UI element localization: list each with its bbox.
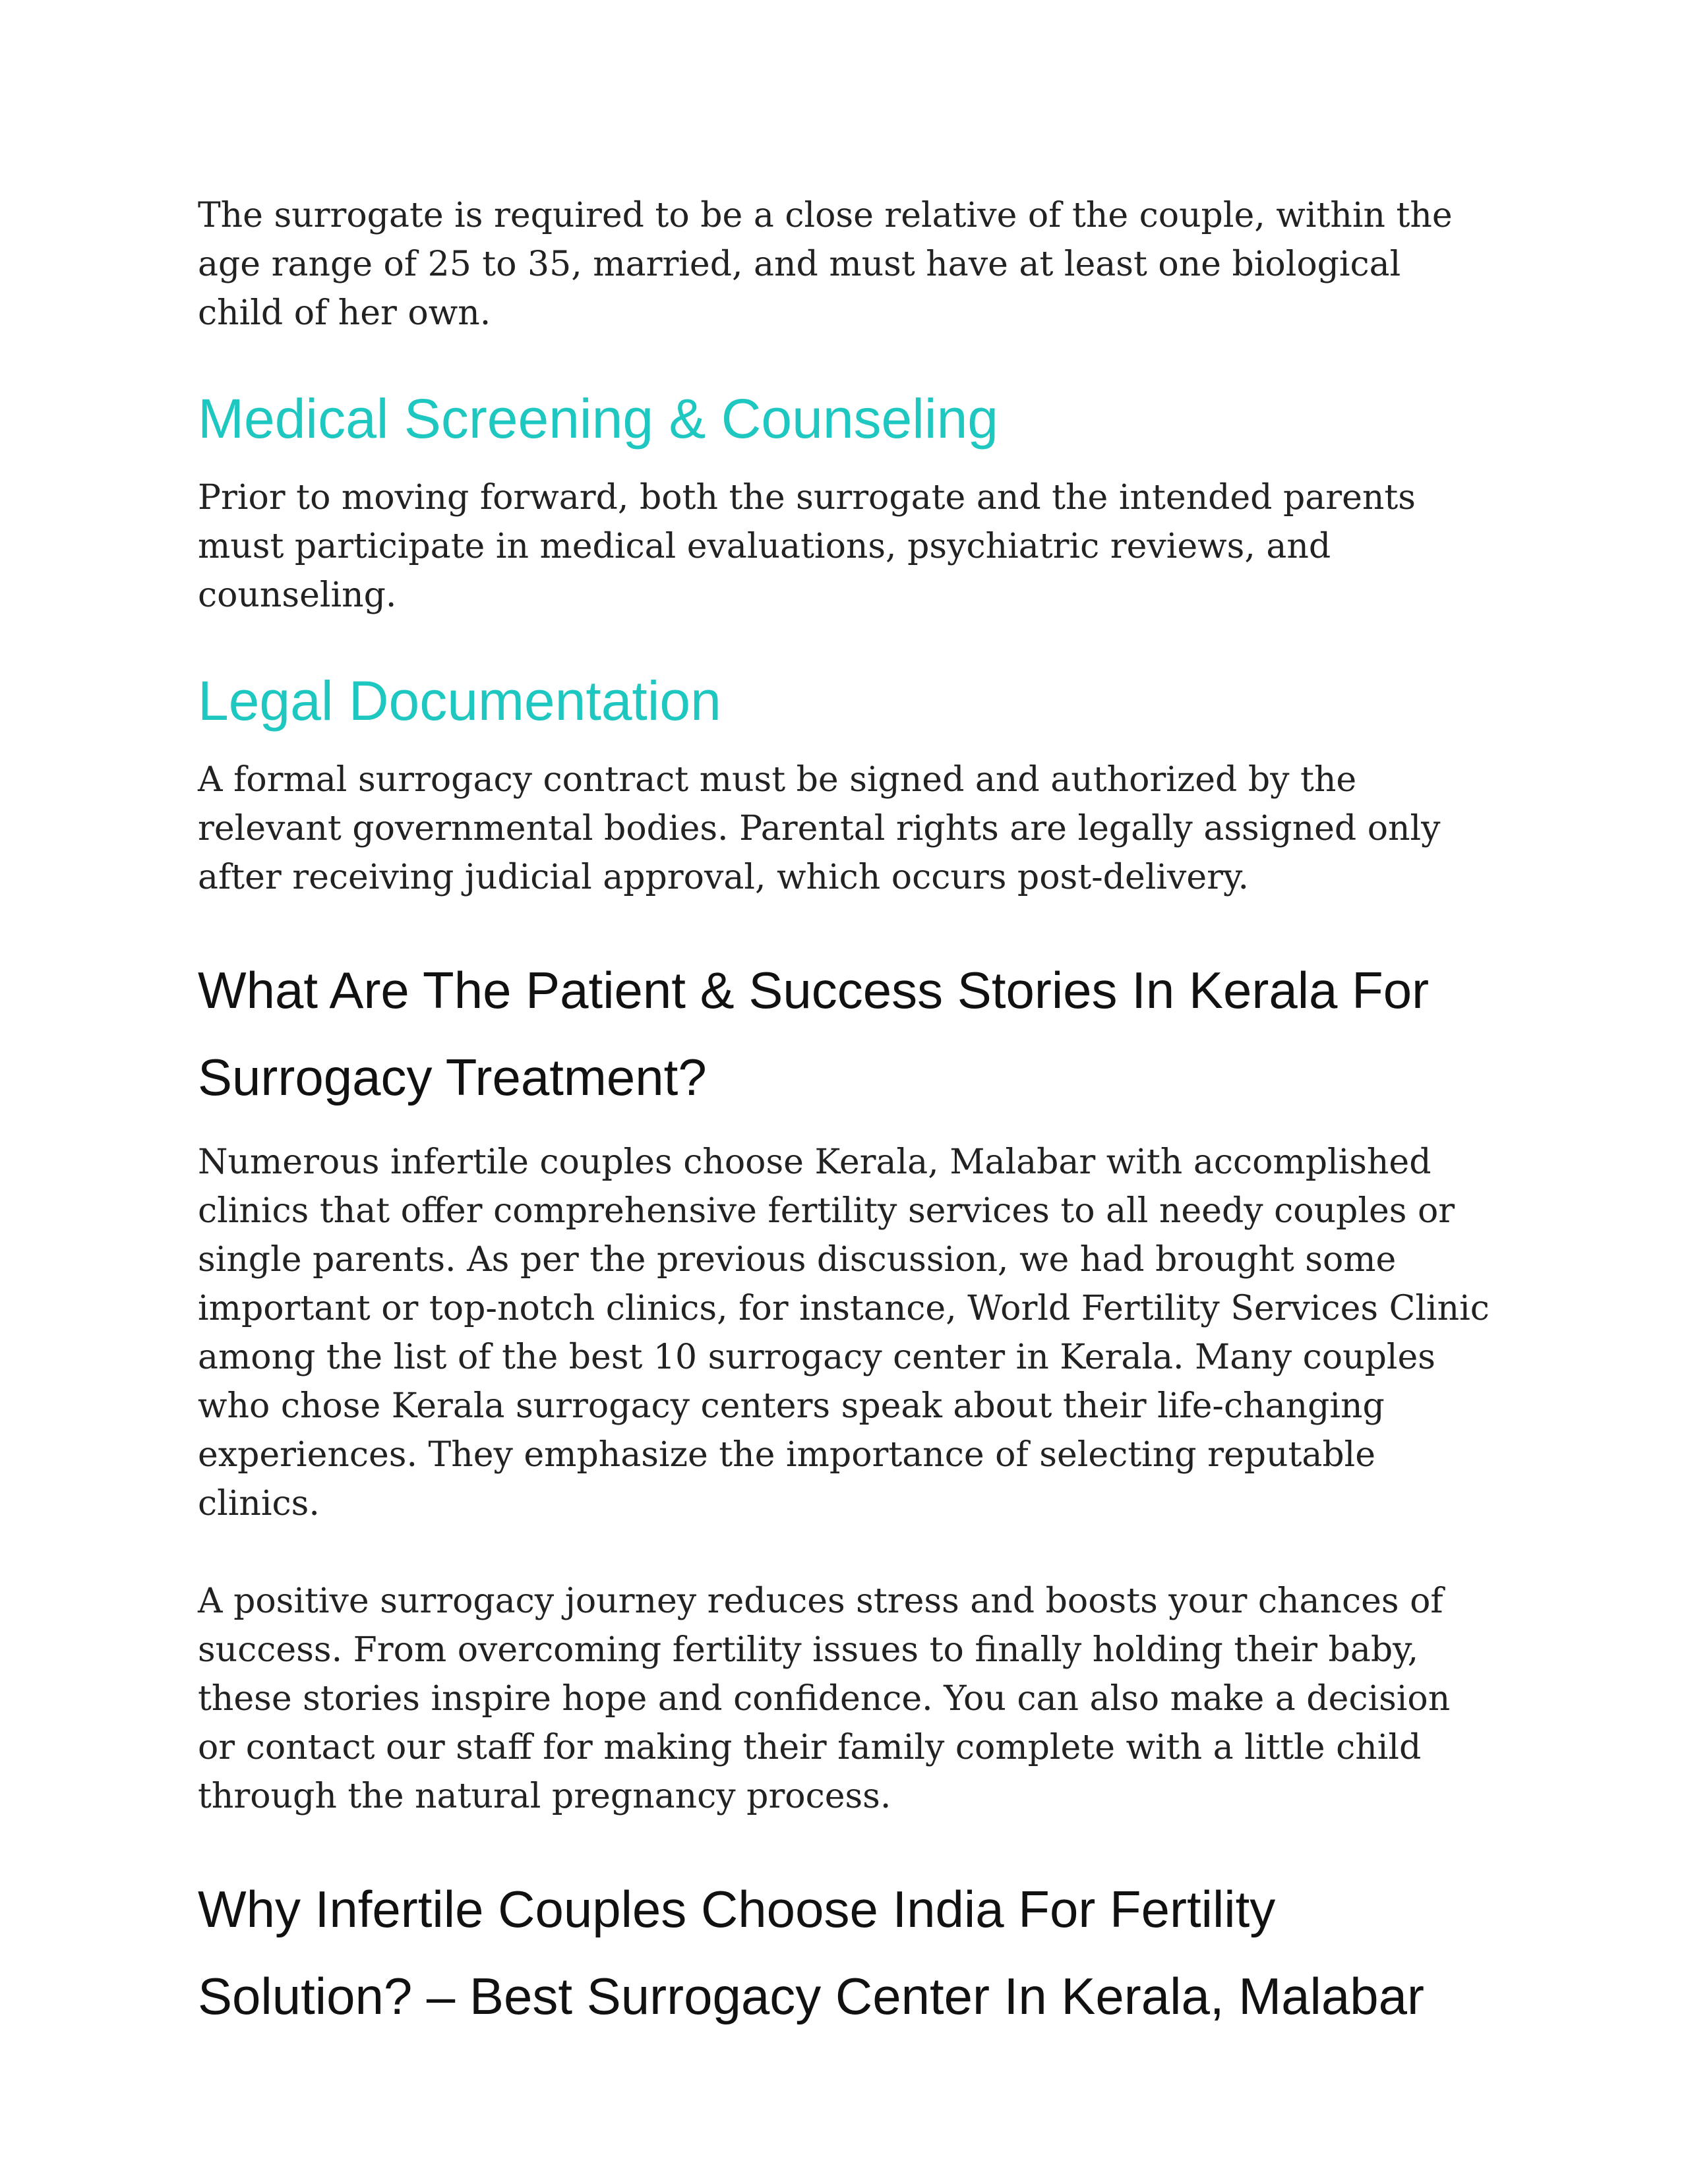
medical-screening-heading: Medical Screening & Counseling: [198, 388, 999, 450]
success-stories-paragraph-1: Numerous infertile couples choose Kerala, Malabar with accomplished clinics that offer comprehensive fertility services to all needy couples or single parents. As per the previous discussion, we had brought some important or top-notch clinics, for instance, World Fertility Services Clinic among the list of the best 10 surrogacy center in Kerala. Many couples who chose Kerala surrogacy centers speak about their life-changing experiences. They emphasize the importance of selecting reputable clinics.: [198, 1142, 1490, 1523]
success-stories-paragraph-2: A positive surrogacy journey reduces stress and boosts your chances of success. From overcoming fertility issues to finally holding their baby, these stories inspire hope and confidence. You can also make a decision or contact our staff for making their family complete with a little child through the natural pregnancy process.: [198, 1581, 1451, 1816]
legal-documentation-paragraph: A formal surrogacy contract must be signed and authorized by the relevant governmental bodies. Parental rights are legally assigned only after receiving judicial approval, which occurs post-delivery.: [198, 760, 1441, 897]
legal-documentation-heading: Legal Documentation: [198, 670, 721, 732]
success-stories-heading: What Are The Patient & Success Stories In Kerala For Surrogacy Treatment?: [198, 961, 1430, 1106]
medical-screening-paragraph: Prior to moving forward, both the surrogate and the intended parents must participate in medical evaluations, psychiatric reviews, and counseling.: [198, 478, 1416, 615]
why-india-heading: Why Infertile Couples Choose India For Fertility Solution? – Best Surrogacy Center In Kerala, Malabar: [198, 1880, 1425, 2025]
document-page: [198, 191, 1490, 2040]
surrogate-requirements-paragraph: The surrogate is required to be a close relative of the couple, within the age range of 25 to 35, married, and must have at least one biological child of her own.: [198, 196, 1453, 333]
